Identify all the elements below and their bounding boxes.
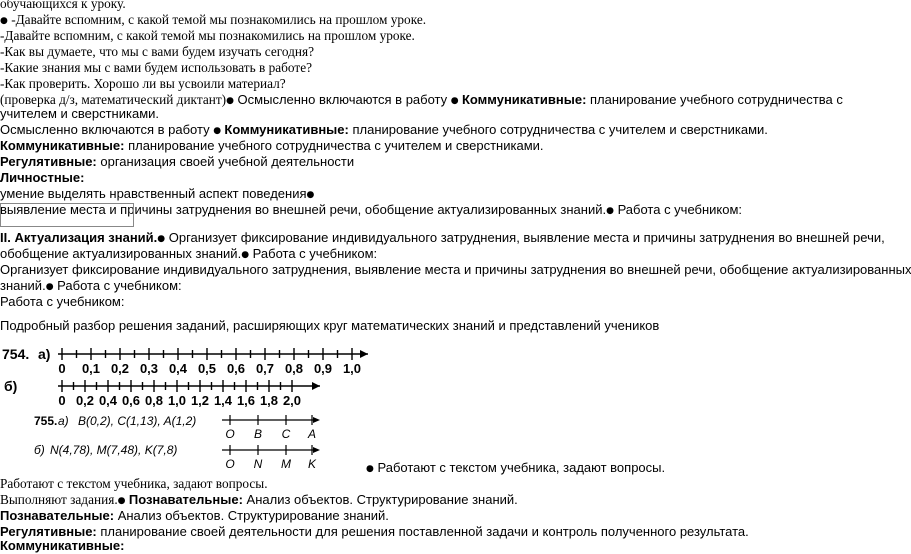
tick-label: 2,0: [282, 393, 302, 408]
text-line: ● Работают с текстом учебника, задают вопросы.: [366, 460, 666, 475]
point-label: M: [281, 457, 291, 471]
tick-label: 0: [58, 361, 66, 376]
tick-label: 0,8: [284, 361, 304, 376]
textbook-figure: [0, 340, 370, 472]
text-line: Организует фиксирование индивидуального затруднения, выявление места и причины затруднения во внешней речи, обобщение актуализированных: [0, 262, 911, 277]
text-line: Работа с учебником:: [0, 294, 125, 309]
bullet-icon: ●: [45, 282, 54, 292]
tick-label: 1,0: [342, 361, 362, 376]
text-line: учителем и сверстниками.: [0, 106, 160, 121]
text-line: умение выделять нравственный аспект поведения●: [0, 186, 315, 201]
text-line: Выполняют задания.● Познавательные: Анализ объектов. Структурирование знаний.: [0, 492, 518, 507]
exercise-number: 754.: [2, 346, 30, 362]
arrow-icon: [360, 350, 368, 358]
text-line: обобщение актуализированных знаний.● Работа с учебником:: [0, 246, 378, 261]
tick-label: 0,4: [98, 393, 118, 408]
number-line-b: [58, 380, 320, 408]
tick-label: 0,4: [168, 361, 188, 376]
tick-label: 0,3: [139, 361, 159, 376]
point-label: N: [253, 457, 263, 471]
point-label: O: [225, 427, 235, 441]
text-line: Регулятивные: организация своей учебной деятельности: [0, 154, 355, 169]
tick-label: 1,2: [190, 393, 210, 408]
bullet-icon: ●: [213, 126, 222, 136]
text-line: (проверка д/з, математический диктант)● Осмысленно включаются в работу ● Коммуникативные: планирование учебного сотрудничества с: [0, 92, 843, 107]
text-line: Познавательные: Анализ объектов. Структурирование знаний.: [0, 508, 389, 523]
tick-label: 1,6: [236, 393, 256, 408]
text-line: Коммуникативные: планирование учебного сотрудничества с учителем и сверстниками.: [0, 138, 544, 153]
tick-label: 1,8: [259, 393, 279, 408]
text-line: -Какие знания мы с вами будем использовать в работе?: [0, 60, 312, 75]
bullet-icon: ●: [366, 464, 374, 474]
tick-label: 0,2: [75, 393, 95, 408]
bullet-icon: ●: [0, 16, 8, 26]
point-label: A: [307, 427, 317, 441]
tick-label: 0,2: [110, 361, 130, 376]
text-line: Подробный разбор решения заданий, расширяющих круг математических знаний и представлений учеников: [0, 318, 660, 333]
text-line: -Как проверить. Хорошо ли вы усвоили материал?: [0, 76, 286, 91]
tick-label: 0,1: [81, 361, 101, 376]
point-label: K: [307, 457, 317, 471]
tick-label: 1,0: [167, 393, 187, 408]
part-label: а): [58, 414, 69, 428]
point-line-a: [222, 415, 320, 441]
tick-label: 0: [58, 393, 66, 408]
text-line: -Давайте вспомним, с какой темой мы познакомились на прошлом уроке.: [0, 28, 415, 43]
text-line: обучающихся к уроку.: [0, 0, 126, 11]
bullet-icon: ●: [117, 496, 126, 506]
text-line: выявление места и причины затруднения во внешней речи, обобщение актуализированных знаний.● Работа с учебником:: [0, 202, 743, 217]
text-line: знаний.● Работа с учебником:: [0, 278, 182, 293]
tick-label: 0,9: [313, 361, 333, 376]
arrow-icon: [312, 382, 320, 390]
point-line-b: [222, 445, 320, 471]
number-line-a: [58, 348, 368, 376]
bullet-icon: ●: [157, 234, 166, 244]
tick-label: 0,8: [144, 393, 164, 408]
arrow-icon: [313, 417, 320, 423]
part-label: а): [38, 346, 51, 362]
text-line: Работают с текстом учебника, задают вопросы.: [0, 476, 268, 491]
tick-label: 0,7: [255, 361, 275, 376]
tick-label: 1,4: [213, 393, 233, 408]
point-label: C: [281, 427, 291, 441]
section-heading: II. Актуализация знаний.● Организует фиксирование индивидуального затруднения, выявление места и причины затруднения во внешней речи,: [0, 230, 885, 245]
tick-label: 0,5: [197, 361, 217, 376]
points-text: N(4,78), M(7,48), K(7,8): [50, 443, 178, 457]
text-line: Регулятивные: планирование своей деятельности для решения поставленной задачи и контроль полученного результата.: [0, 524, 749, 539]
part-label: б): [4, 378, 18, 394]
tick-label: 0,6: [121, 393, 141, 408]
exercise-number: 755.: [34, 414, 58, 428]
bullet-icon: ●: [226, 96, 234, 106]
bullet-icon: ●: [450, 96, 459, 106]
arrow-icon: [313, 447, 320, 453]
text-line: ● -Давайте вспомним, с какой темой мы познакомились на прошлом уроке.: [0, 12, 427, 27]
point-label: O: [225, 457, 235, 471]
part-label: б): [34, 443, 45, 457]
heading: Личностные:: [0, 170, 85, 185]
points-text: B(0,2), C(1,13), A(1,2): [78, 414, 197, 428]
empty-box: [0, 203, 134, 227]
bullet-icon: ●: [241, 250, 250, 260]
tick-label: 0,6: [226, 361, 246, 376]
text-line: -Как вы думаете, что мы с вами будем изучать сегодня?: [0, 44, 315, 59]
bullet-icon: ●: [606, 206, 614, 216]
bullet-icon: ●: [306, 190, 315, 200]
point-label: B: [253, 427, 263, 441]
text-line: Осмысленно включаются в работу ● Коммуникативные: планирование учебного сотрудничества с учителем и сверстниками.: [0, 122, 768, 137]
heading: Коммуникативные:: [0, 538, 125, 553]
